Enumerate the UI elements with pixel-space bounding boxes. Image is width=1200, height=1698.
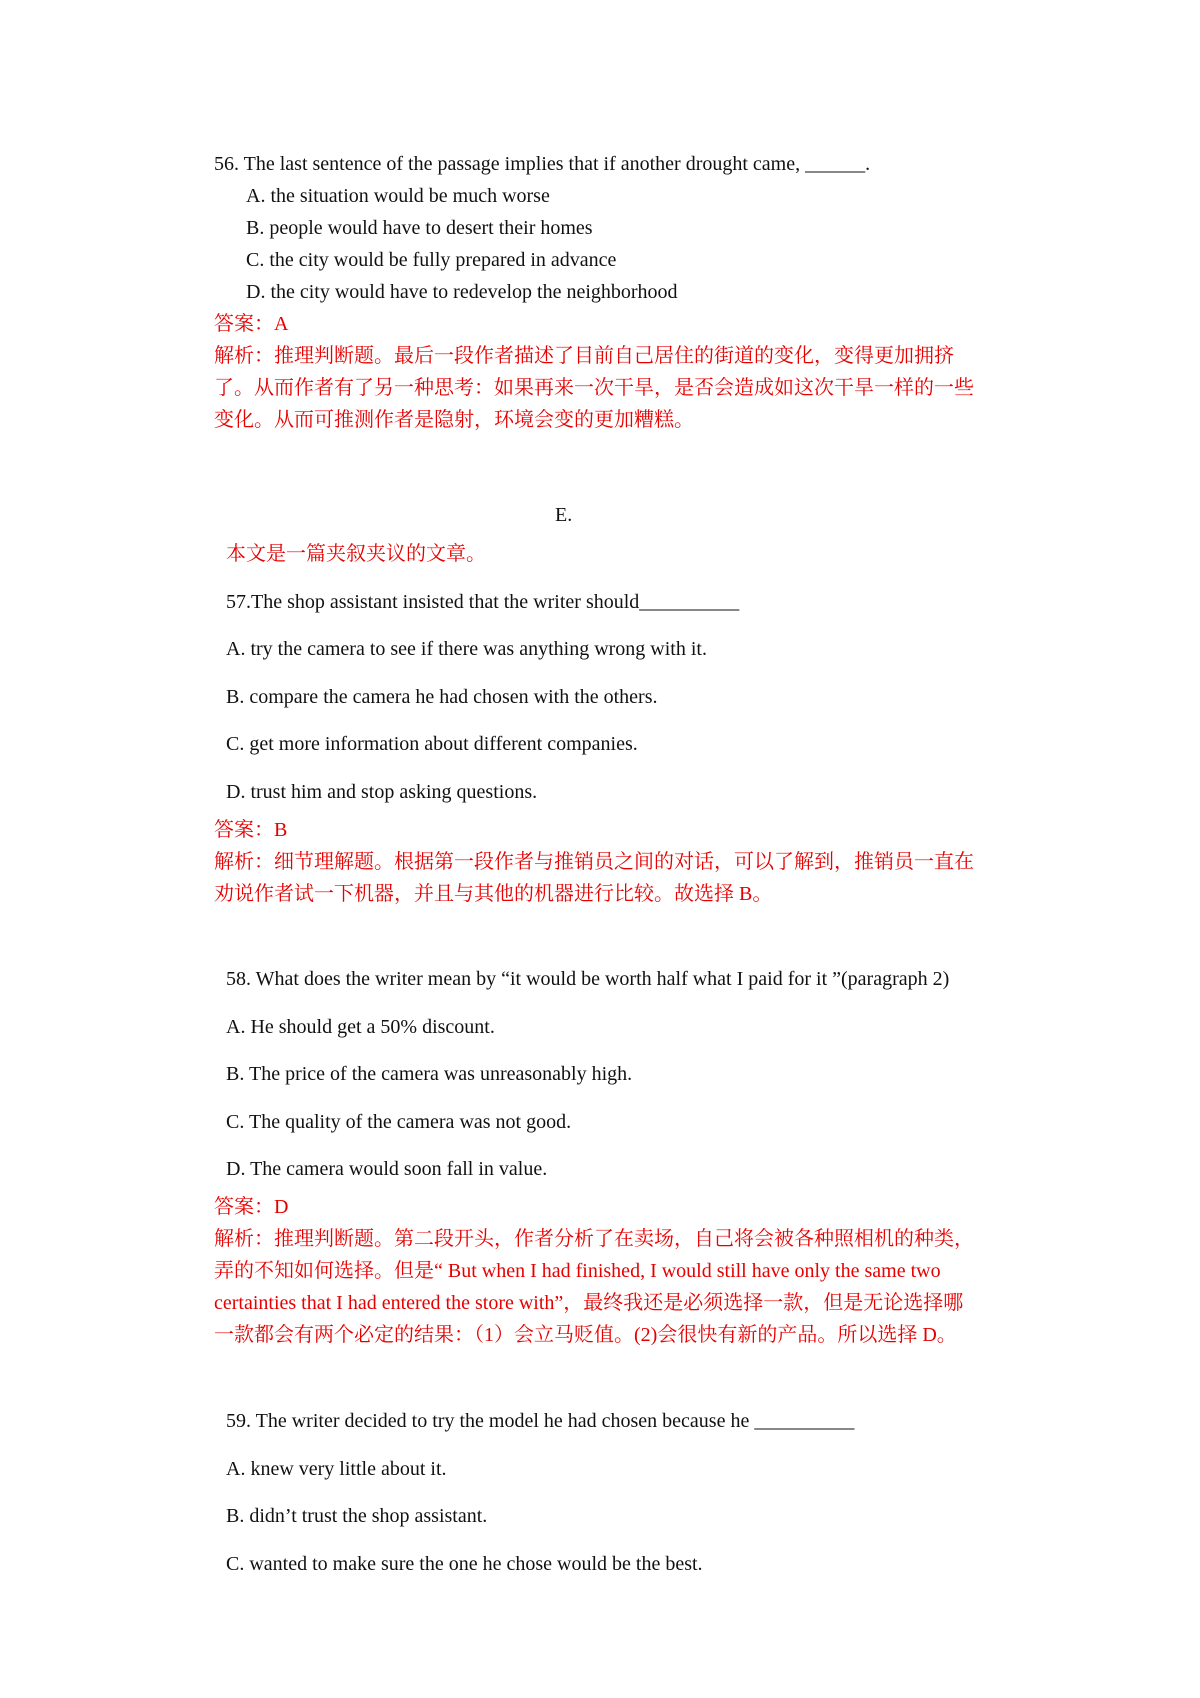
question-57-option-d: D. trust him and stop asking questions.	[226, 781, 538, 803]
question-58-option-a: A. He should get a 50% discount.	[226, 1016, 495, 1038]
question-57-option-c: C. get more information about different companies.	[226, 733, 638, 755]
question-58-stem: 58. What does the writer mean by “it would be worth half what I paid for it ”(paragraph 2)	[226, 968, 950, 990]
question-56-option-c: C. the city would be fully prepared in advance	[246, 249, 617, 271]
question-58-option-b: B. The price of the camera was unreasonably high.	[226, 1063, 633, 1085]
question-58-analysis-line-2: 弄的不知如何选择。但是“ But when I had finished, I would still have only the same two	[214, 1260, 941, 1282]
question-58-option-d: D. The camera would soon fall in value.	[226, 1158, 548, 1180]
question-56-analysis-line-2: 了。从而作者有了另一种思考：如果再来一次干旱，是否会造成如这次干旱一样的一些	[214, 377, 974, 399]
question-57-answer: 答案：B	[214, 819, 288, 841]
question-57-option-a: A. try the camera to see if there was anything wrong with it.	[226, 638, 707, 660]
question-59-stem: 59. The writer decided to try the model he had chosen because he __________	[226, 1410, 855, 1432]
question-58-analysis-line-1: 解析：推理判断题。第二段开头，作者分析了在卖场，自己将会被各种照相机的种类，	[214, 1228, 974, 1250]
question-57-stem: 57.The shop assistant insisted that the writer should__________	[226, 591, 740, 613]
question-57-analysis-line-2: 劝说作者试一下机器，并且与其他的机器进行比较。故选择 B。	[214, 883, 773, 905]
question-57-analysis-line-1: 解析：细节理解题。根据第一段作者与推销员之间的对话，可以了解到，推销员一直在	[214, 851, 974, 873]
question-58-analysis-line-4: 一款都会有两个必定的结果：（1）会立马贬值。(2)会很快有新的产品。所以选择 D。	[214, 1324, 957, 1346]
section-e-heading: E.	[555, 504, 573, 526]
question-56-analysis-line-3: 变化。从而可推测作者是隐射，环境会变的更加糟糕。	[214, 409, 694, 431]
question-56-option-a: A. the situation would be much worse	[246, 185, 550, 207]
question-56-stem: 56. The last sentence of the passage implies that if another drought came, ______.	[214, 153, 871, 175]
section-e-intro: 本文是一篇夹叙夹议的文章。	[226, 543, 486, 565]
question-56-analysis-line-1: 解析：推理判断题。最后一段作者描述了目前自己居住的街道的变化，变得更加拥挤	[214, 345, 954, 367]
question-56-option-b: B. people would have to desert their homes	[246, 217, 593, 239]
question-56-answer: 答案：A	[214, 313, 289, 335]
question-58-analysis-line-3: certainties that I had entered the store with”，最终我还是必须选择一款，但是无论选择哪	[214, 1292, 964, 1314]
question-57-option-b: B. compare the camera he had chosen with the others.	[226, 686, 658, 708]
question-59-option-b: B. didn’t trust the shop assistant.	[226, 1505, 488, 1527]
question-59-option-c: C. wanted to make sure the one he chose would be the best.	[226, 1553, 703, 1575]
question-59-option-a: A. knew very little about it.	[226, 1458, 447, 1480]
question-58-option-c: C. The quality of the camera was not good.	[226, 1111, 572, 1133]
question-58-answer: 答案：D	[214, 1196, 289, 1218]
question-56-option-d: D. the city would have to redevelop the neighborhood	[246, 281, 678, 303]
